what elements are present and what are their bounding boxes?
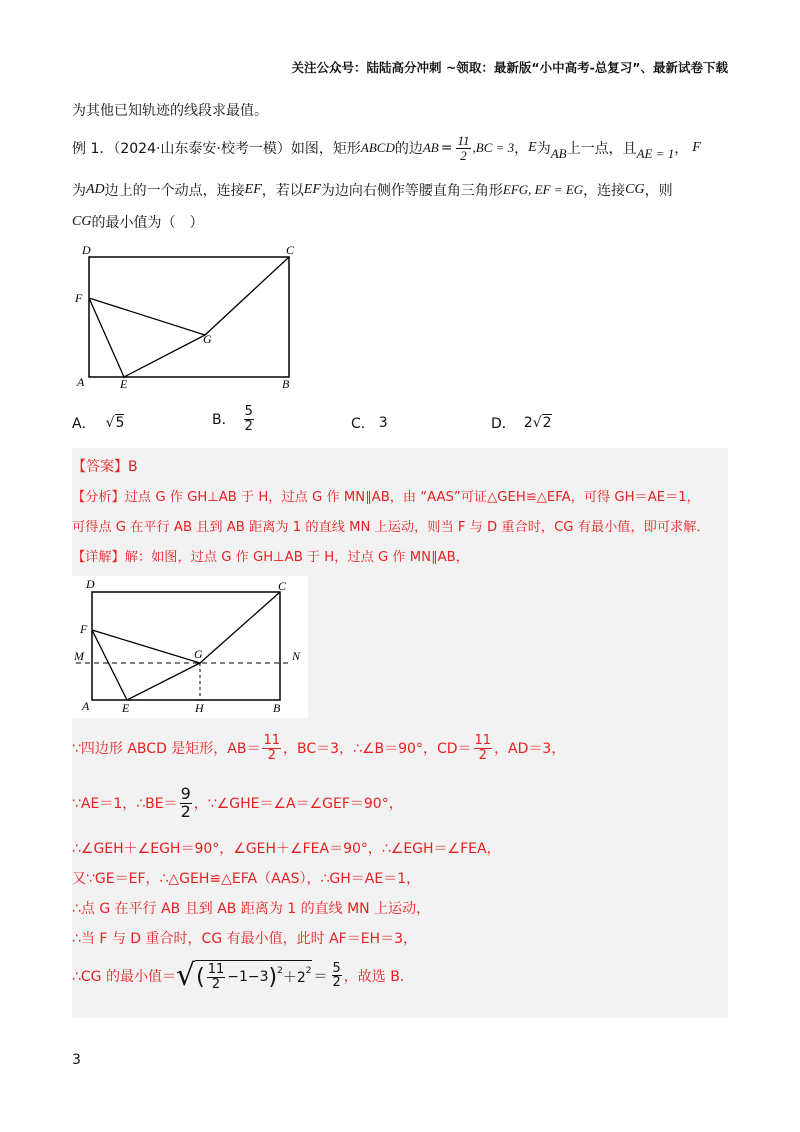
sqrt-expression: √ ( $\frac{11}{2}$ −1−3 ) $^2$ ＋2 $^2$ ＝ $\frac{5}{2}$ (175, 957, 341, 993)
problem-text: ，则 (644, 183, 673, 199)
problem-line-1 (72, 130, 701, 166)
step-text: ∵四边形 ABCD 是矩形，AB＝ (72, 741, 261, 758)
label-e: E (120, 377, 128, 391)
step-1 (72, 734, 565, 762)
math-efg: EFG, EF = EG (502, 182, 584, 197)
problem-text: ， (514, 141, 529, 157)
label-g: G (203, 332, 212, 346)
step-text: ∵AE＝1，∴BE＝ (72, 796, 178, 813)
answer-options (72, 405, 728, 439)
option-d[interactable]: D． 2 √2 (491, 415, 552, 432)
problem-text: 边上的一个动点，连接 (104, 183, 245, 199)
rectangle-abcd (89, 257, 289, 377)
fraction-numerator: 11 (263, 733, 281, 748)
fraction-11-2 (474, 734, 493, 762)
label-f: F (75, 291, 83, 305)
step-text: ，AD＝3， (494, 741, 566, 758)
math-abcd: ABCD (360, 140, 395, 155)
exponent: 2 (277, 966, 283, 977)
fraction-numerator: 11 (457, 132, 470, 148)
radicand: 2 (542, 415, 552, 431)
math-bc: ,BC = 3 (472, 140, 515, 155)
step-2 (72, 786, 403, 821)
option-coef: 2 (523, 415, 533, 431)
fraction-denominator: 2 (478, 747, 487, 763)
option-label: B． (212, 412, 236, 429)
fraction-numerator: 9 (180, 784, 191, 803)
fraction-11-2 (456, 134, 470, 162)
step-text: ，故选 B． (343, 968, 414, 985)
label-h: H (195, 701, 204, 715)
math-eq: = (440, 140, 453, 156)
label-f: F (80, 622, 88, 636)
label-e: E (122, 701, 130, 715)
fraction-5-2 (332, 962, 342, 990)
label-b: B (273, 701, 281, 715)
fraction-denominator: 2 (180, 801, 191, 821)
problem-text: 为边向右侧作等腰直角三角形 (320, 183, 503, 199)
label-d: D (86, 577, 95, 591)
fraction-11-2 (207, 963, 226, 991)
geometry-figure-1 (72, 240, 312, 395)
label-m: M (74, 649, 84, 663)
label-a: A (77, 375, 85, 389)
fraction-denominator: 2 (460, 147, 467, 163)
label-c: C (286, 243, 295, 257)
analysis-line-2: 可得点 G 在平行 AB 且到 AB 距离为 1 的直线 MN 上运动，则当 F 与 D 重合时，CG 有最小值，即可求解． (72, 520, 710, 535)
problem-text: ，连接 (583, 183, 626, 199)
option-label: D． (491, 416, 516, 432)
problem-text: 的最小值为（ ） (91, 215, 204, 231)
segment-cg (205, 257, 289, 335)
fraction-denominator: 2 (244, 418, 253, 434)
segment-cg (200, 592, 280, 663)
label-g: G (194, 647, 203, 661)
detail-text: 解：如图，过点 G 作 GH⊥AB 于 H，过点 G 作 MN∥AB， (124, 550, 469, 565)
problem-line-3 (72, 212, 203, 232)
option-b[interactable] (212, 405, 256, 433)
step-text: ，BC＝3，∴∠B＝90°，CD＝ (283, 741, 472, 758)
page-number: 3 (72, 1052, 81, 1068)
math-ae: AE = 1 (636, 146, 675, 161)
math-cg: CG (625, 182, 645, 197)
fraction-9-2 (180, 786, 192, 821)
page-header: 关注公众号：陆陆高分冲刺 ~领取：最新版“小中高考-总复习”、最新试卷下载 (291, 60, 728, 75)
problem-line-2 (72, 180, 673, 200)
math-ab: AB (550, 146, 567, 161)
step-3: ∴∠GEH＋∠EGH＝90°，∠GEH＋∠FEA＝90°，∴∠EGH＝∠FEA， (72, 841, 501, 857)
rectangle-abcd (92, 592, 280, 700)
expr-text: ＋2 (282, 970, 306, 987)
triangle-efg (92, 630, 200, 700)
math-e: E (528, 140, 537, 155)
fraction-denominator: 2 (211, 976, 221, 992)
option-label: C． (351, 416, 375, 432)
answer-label: 【答案】B (72, 459, 138, 475)
fraction-numerator: 11 (474, 733, 492, 748)
problem-text: 为 (72, 183, 86, 199)
fraction-denominator: 2 (332, 975, 341, 991)
analysis-text: 过点 G 作 GH⊥AB 于 H，过点 G 作 MN∥AB，由 “AAS”可证△GEH≌△EFA，可得 GH＝AE＝1， (124, 490, 700, 505)
expr-text: −1−3 (227, 969, 269, 986)
problem-text: ，若以 (261, 183, 304, 199)
step-text: ∴CG 的最小值＝ (72, 968, 176, 985)
fraction-numerator: 5 (332, 960, 341, 976)
geometry-figure-2 (72, 576, 308, 718)
step-4: 又∵GE＝EF，∴△GEH≌△EFA（AAS），∴GH＝AE＝1， (72, 871, 421, 887)
step-7 (72, 957, 414, 993)
exponent: 2 (305, 966, 312, 977)
fraction-numerator: 11 (207, 962, 225, 977)
label-c: C (278, 579, 287, 593)
fraction-denominator: 2 (267, 747, 276, 763)
math-ef: EF (244, 182, 262, 197)
math-cg: CG (72, 214, 92, 229)
detail-tag: 【详解】 (72, 550, 125, 565)
fraction-11-2 (262, 734, 281, 762)
label-b: B (282, 377, 290, 391)
fraction-5-2 (244, 405, 254, 433)
label-d: D (82, 243, 91, 257)
problem-text: ， (674, 141, 689, 157)
expr-text: ＝ (313, 968, 328, 985)
triangle-efg (89, 298, 205, 377)
analysis-tag: 【分析】 (72, 490, 125, 505)
option-label: A． (72, 416, 96, 432)
problem-text: 的边 (394, 141, 423, 157)
option-value: 3 (378, 415, 388, 431)
label-n: N (292, 649, 301, 663)
fraction-numerator: 5 (244, 404, 253, 419)
option-a[interactable]: A． √5 (72, 415, 125, 432)
detail-line-1 (72, 546, 469, 565)
math-ad: AD (86, 182, 105, 197)
analysis-line-1 (72, 486, 728, 505)
math-ef: EF (303, 182, 321, 197)
math-ab: AB (422, 140, 439, 155)
step-6: ∴当 F 与 D 重合时，CG 有最小值，此时 AF＝EH＝3， (72, 931, 417, 947)
option-c[interactable] (351, 413, 388, 433)
step-text: ，∵∠GHE＝∠A＝∠GEF＝90°， (193, 796, 403, 813)
label-a: A (82, 699, 90, 713)
intro-text: 为其他已知轨迹的线段求最值。 (72, 103, 268, 119)
radicand: 5 (115, 415, 125, 431)
problem-text: 例 1．（2024·山东泰安·校考一模）如图，矩形 (72, 141, 361, 157)
problem-text: 为 (536, 141, 551, 157)
math-f: F (692, 140, 701, 155)
step-5: ∴点 G 在平行 AB 且到 AB 距离为 1 的直线 MN 上运动， (72, 901, 431, 917)
problem-text: 上一点，且 (566, 141, 637, 157)
